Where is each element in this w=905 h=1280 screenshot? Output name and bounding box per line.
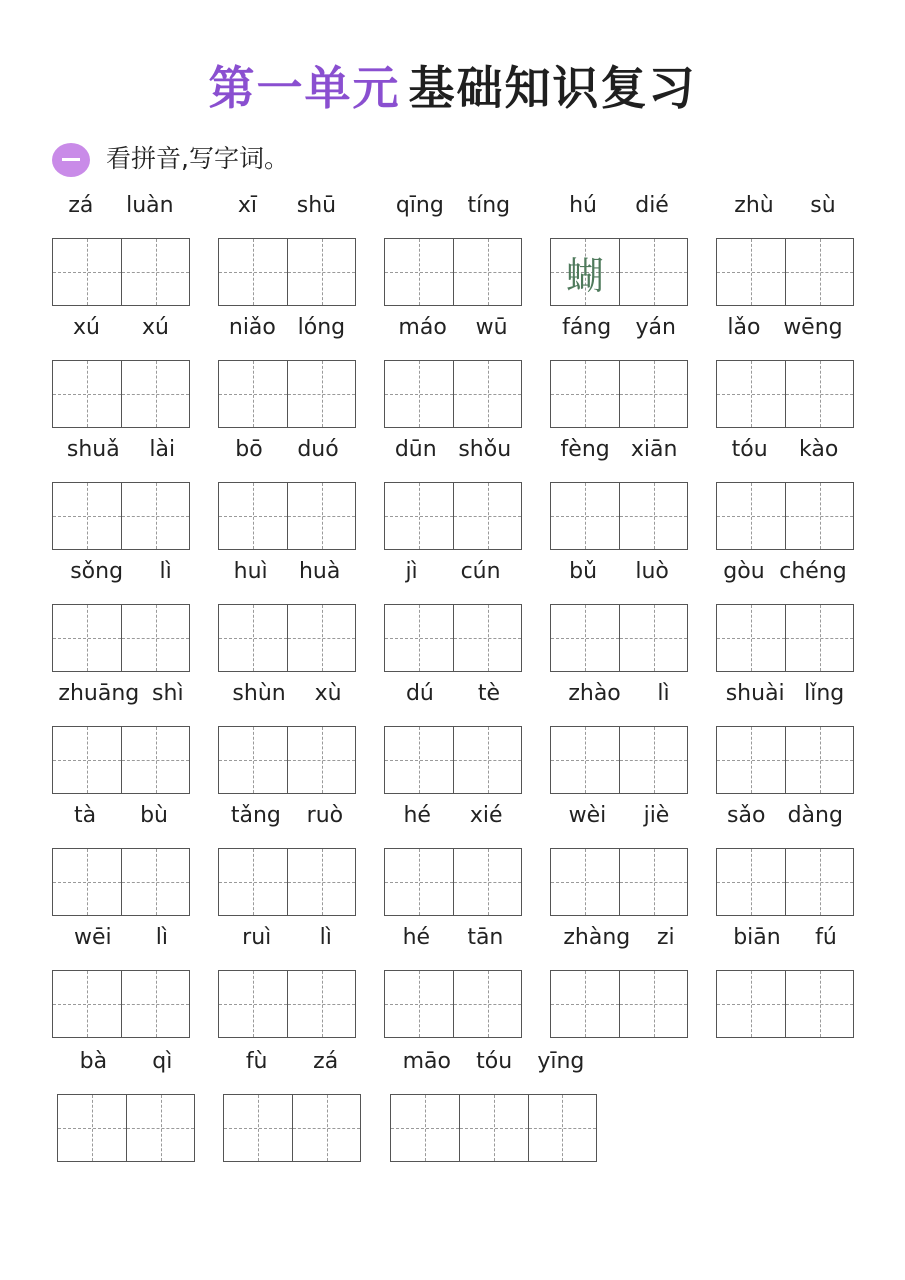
- word-item: [716, 312, 854, 428]
- page-title-topic: 基础知识复习: [408, 61, 697, 115]
- pinyin-syllable: tǎng: [230, 802, 281, 828]
- word-item: [550, 190, 688, 306]
- tianzige-cell[interactable]: [391, 1095, 459, 1161]
- word-item: [716, 434, 854, 550]
- tianzige-cell[interactable]: [287, 971, 355, 1037]
- word-item: [550, 556, 688, 672]
- tianzige-cell[interactable]: [121, 483, 189, 549]
- pinyin-syllable: qì: [152, 1048, 173, 1074]
- pinyin-syllable: lì: [155, 924, 168, 950]
- tianzige-cell[interactable]: [717, 971, 785, 1037]
- pinyin-syllable: máo: [398, 314, 447, 340]
- tianzige-cell[interactable]: [619, 605, 687, 671]
- pinyin-line: [384, 800, 522, 830]
- pinyin-syllable: shǒu: [458, 436, 512, 462]
- pinyin-line: [384, 434, 522, 464]
- tianzige-cell[interactable]: [292, 1095, 360, 1161]
- writing-box-group: [716, 360, 854, 428]
- pinyin-line: [716, 800, 854, 830]
- tianzige-cell[interactable]: [121, 849, 189, 915]
- tianzige-cell[interactable]: [53, 483, 121, 549]
- page-title-unit: 第一单元: [208, 61, 401, 115]
- writing-box-group: [218, 726, 356, 794]
- pinyin-line: [384, 556, 522, 586]
- word-item: [390, 1046, 597, 1162]
- writing-box-group: [550, 726, 688, 794]
- word-item: [716, 800, 854, 916]
- tianzige-cell[interactable]: [121, 605, 189, 671]
- word-item: [218, 434, 356, 550]
- pinyin-line: [52, 800, 190, 830]
- tianzige-cell[interactable]: [385, 849, 453, 915]
- pinyin-syllable: luàn: [126, 192, 174, 218]
- pinyin-syllable: huà: [298, 558, 341, 584]
- writing-box-group: [218, 604, 356, 672]
- tianzige-cell[interactable]: [453, 971, 521, 1037]
- tianzige-cell[interactable]: [619, 971, 687, 1037]
- writing-box-group: [390, 1094, 597, 1162]
- tianzige-cell[interactable]: [717, 849, 785, 915]
- pinyin-line: [218, 922, 356, 952]
- pinyin-syllable: tān: [467, 924, 504, 950]
- word-item: [218, 678, 356, 794]
- pinyin-syllable: bō: [235, 436, 263, 462]
- word-item: [52, 922, 190, 1038]
- pinyin-syllable: xú: [73, 314, 100, 340]
- tianzige-cell[interactable]: [453, 727, 521, 793]
- tianzige-cell[interactable]: [121, 727, 189, 793]
- pinyin-line: [716, 312, 854, 342]
- pinyin-syllable: lài: [149, 436, 176, 462]
- word-item: [550, 434, 688, 550]
- tianzige-cell[interactable]: [385, 239, 453, 305]
- pinyin-syllable: kào: [799, 436, 839, 462]
- word-item: [57, 1046, 195, 1162]
- pinyin-syllable: sǎo: [727, 802, 766, 828]
- tianzige-cell[interactable]: [53, 239, 121, 305]
- pinyin-line: [390, 1046, 597, 1076]
- pinyin-syllable: hé: [403, 802, 431, 828]
- writing-box-group: [218, 970, 356, 1038]
- tianzige-cell[interactable]: [785, 849, 853, 915]
- pinyin-syllable: zá: [68, 192, 94, 218]
- pinyin-syllable: duó: [297, 436, 339, 462]
- word-item: [218, 312, 356, 428]
- writing-box-group: [384, 970, 522, 1038]
- tianzige-cell[interactable]: [619, 849, 687, 915]
- pinyin-line: [218, 312, 356, 342]
- tianzige-cell[interactable]: [287, 361, 355, 427]
- word-item: [52, 800, 190, 916]
- pinyin-syllable: xiān: [630, 436, 678, 462]
- pinyin-syllable: lì: [319, 924, 332, 950]
- example-character: 蝴: [565, 253, 604, 298]
- tianzige-cell[interactable]: [453, 361, 521, 427]
- tianzige-cell[interactable]: [453, 605, 521, 671]
- tianzige-cell[interactable]: [287, 849, 355, 915]
- pinyin-line: [52, 190, 190, 220]
- writing-box-group: [550, 848, 688, 916]
- pinyin-syllable: tíng: [467, 192, 511, 218]
- tianzige-cell[interactable]: [459, 1095, 527, 1161]
- tianzige-cell[interactable]: [551, 727, 619, 793]
- pinyin-syllable: zhàng: [563, 924, 631, 950]
- pinyin-syllable: bǔ: [569, 558, 598, 584]
- pinyin-syllable: bù: [140, 802, 168, 828]
- writing-box-group: [52, 360, 190, 428]
- writing-box-group: [550, 360, 688, 428]
- pinyin-syllable: zhuāng: [58, 680, 140, 706]
- pinyin-line: [716, 556, 854, 586]
- tianzige-cell[interactable]: [453, 849, 521, 915]
- writing-box-group: [52, 604, 190, 672]
- pinyin-line: [550, 556, 688, 586]
- pinyin-syllable: hú: [569, 192, 597, 218]
- tianzige-cell[interactable]: [219, 483, 287, 549]
- pinyin-line: [52, 678, 190, 708]
- pinyin-line: [52, 922, 190, 952]
- tianzige-cell[interactable]: [126, 1095, 194, 1161]
- tianzige-cell[interactable]: [287, 239, 355, 305]
- pinyin-syllable: biān: [733, 924, 781, 950]
- tianzige-cell[interactable]: [619, 727, 687, 793]
- tianzige-cell[interactable]: [121, 971, 189, 1037]
- pinyin-syllable: gòu: [723, 558, 765, 584]
- tianzige-cell[interactable]: [785, 971, 853, 1037]
- pinyin-syllable: māo: [402, 1048, 451, 1074]
- pinyin-line: [57, 1046, 195, 1076]
- pinyin-syllable: wèi: [568, 802, 607, 828]
- word-item: [716, 190, 854, 306]
- pinyin-syllable: wū: [475, 314, 508, 340]
- writing-box-group: [384, 482, 522, 550]
- pinyin-syllable: tà: [73, 802, 97, 828]
- pinyin-syllable: ruò: [306, 802, 344, 828]
- pinyin-syllable: lì: [159, 558, 172, 584]
- pinyin-syllable: jì: [405, 558, 418, 584]
- pinyin-syllable: jiè: [643, 802, 670, 828]
- word-item: [218, 556, 356, 672]
- word-item: [384, 312, 522, 428]
- writing-box-group: [384, 238, 522, 306]
- writing-box-group: [550, 604, 688, 672]
- pinyin-syllable: dié: [635, 192, 669, 218]
- pinyin-syllable: shùn: [232, 680, 286, 706]
- pinyin-line: [52, 312, 190, 342]
- writing-box-group: [52, 482, 190, 550]
- pinyin-syllable: fú: [815, 924, 837, 950]
- pinyin-syllable: zhào: [568, 680, 621, 706]
- tianzige-cell[interactable]: [785, 239, 853, 305]
- writing-box-group: [550, 970, 688, 1038]
- pinyin-line: [218, 434, 356, 464]
- pinyin-line: [716, 678, 854, 708]
- writing-box-group: [218, 482, 356, 550]
- pinyin-syllable: yán: [635, 314, 676, 340]
- tianzige-cell[interactable]: [219, 727, 287, 793]
- pinyin-syllable: sǒng: [70, 558, 124, 584]
- writing-box-group: [52, 726, 190, 794]
- pinyin-syllable: fù: [245, 1048, 268, 1074]
- tianzige-cell[interactable]: [224, 1095, 292, 1161]
- tianzige-cell[interactable]: [619, 483, 687, 549]
- pinyin-syllable: shì: [152, 680, 184, 706]
- pinyin-line: [550, 312, 688, 342]
- tianzige-cell[interactable]: [53, 361, 121, 427]
- tianzige-cell[interactable]: [551, 361, 619, 427]
- section-number-badge: [52, 143, 90, 177]
- tianzige-cell[interactable]: [219, 971, 287, 1037]
- tianzige-cell[interactable]: [121, 361, 189, 427]
- word-item: [384, 678, 522, 794]
- pinyin-line: [550, 922, 688, 952]
- writing-box-group: [384, 726, 522, 794]
- word-item: [384, 800, 522, 916]
- tianzige-cell[interactable]: [385, 483, 453, 549]
- pinyin-line: [52, 434, 190, 464]
- tianzige-cell[interactable]: [551, 605, 619, 671]
- pinyin-syllable: fèng: [560, 436, 610, 462]
- tianzige-cell[interactable]: [785, 483, 853, 549]
- pinyin-line: [384, 678, 522, 708]
- tianzige-cell[interactable]: [717, 605, 785, 671]
- pinyin-syllable: lì: [657, 680, 670, 706]
- word-item: [550, 678, 688, 794]
- pinyin-syllable: shuài: [725, 680, 785, 706]
- tianzige-cell[interactable]: [619, 361, 687, 427]
- pinyin-syllable: tóu: [731, 436, 768, 462]
- word-item: [384, 434, 522, 550]
- tianzige-cell[interactable]: [528, 1095, 596, 1161]
- pinyin-syllable: xī: [237, 192, 258, 218]
- tianzige-cell[interactable]: [287, 727, 355, 793]
- writing-box-group: [716, 482, 854, 550]
- pinyin-syllable: ruì: [242, 924, 272, 950]
- pinyin-syllable: yīng: [537, 1048, 585, 1074]
- tianzige-cell[interactable]: [717, 727, 785, 793]
- pinyin-line: [223, 1046, 361, 1076]
- writing-box-group: [218, 848, 356, 916]
- tianzige-cell[interactable]: [58, 1095, 126, 1161]
- pinyin-syllable: qīng: [395, 192, 444, 218]
- tianzige-cell[interactable]: [219, 605, 287, 671]
- word-item: [716, 678, 854, 794]
- pinyin-line: [550, 800, 688, 830]
- tianzige-cell[interactable]: [453, 483, 521, 549]
- writing-box-group: [52, 970, 190, 1038]
- pinyin-line: [550, 678, 688, 708]
- pinyin-line: [218, 556, 356, 586]
- word-item: [716, 556, 854, 672]
- writing-box-group: [223, 1094, 361, 1162]
- writing-box-group: [716, 848, 854, 916]
- tianzige-cell[interactable]: [785, 605, 853, 671]
- tianzige-cell[interactable]: [785, 727, 853, 793]
- pinyin-syllable: niǎo: [228, 314, 276, 340]
- tianzige-cell[interactable]: [785, 361, 853, 427]
- word-item: [550, 922, 688, 1038]
- tianzige-cell[interactable]: [551, 483, 619, 549]
- pinyin-syllable: dūn: [394, 436, 437, 462]
- pinyin-syllable: cún: [460, 558, 501, 584]
- writing-box-group: [550, 482, 688, 550]
- tianzige-cell[interactable]: [219, 361, 287, 427]
- pinyin-syllable: sù: [810, 192, 836, 218]
- writing-box-group: [550, 238, 688, 306]
- word-item: [384, 190, 522, 306]
- pinyin-syllable: dàng: [787, 802, 843, 828]
- tianzige-cell[interactable]: [385, 605, 453, 671]
- word-item: [550, 312, 688, 428]
- pinyin-syllable: shū: [296, 192, 337, 218]
- page-title: [0, 58, 905, 118]
- pinyin-syllable: lǐng: [804, 680, 845, 706]
- writing-box-group: [716, 238, 854, 306]
- writing-box-group: [52, 238, 190, 306]
- writing-box-group: [716, 726, 854, 794]
- pinyin-syllable: xú: [142, 314, 169, 340]
- pinyin-line: [716, 434, 854, 464]
- word-item: [52, 556, 190, 672]
- pinyin-syllable: huì: [233, 558, 268, 584]
- pinyin-syllable: zi: [656, 924, 675, 950]
- pinyin-syllable: chéng: [779, 558, 847, 584]
- word-item: [716, 922, 854, 1038]
- pinyin-line: [384, 312, 522, 342]
- pinyin-syllable: zá: [313, 1048, 339, 1074]
- word-item: [384, 556, 522, 672]
- writing-box-group: [218, 238, 356, 306]
- pinyin-syllable: xié: [469, 802, 503, 828]
- pinyin-line: [716, 190, 854, 220]
- word-item: [218, 922, 356, 1038]
- word-item: [384, 922, 522, 1038]
- tianzige-cell[interactable]: [551, 239, 619, 305]
- pinyin-line: [384, 922, 522, 952]
- word-item: [52, 312, 190, 428]
- pinyin-syllable: zhù: [734, 192, 774, 218]
- word-item: [218, 800, 356, 916]
- tianzige-cell[interactable]: [219, 849, 287, 915]
- pinyin-line: [52, 556, 190, 586]
- section-instruction: 看拼音,写字词。: [106, 144, 289, 173]
- word-item: [550, 800, 688, 916]
- pinyin-line: [716, 922, 854, 952]
- pinyin-syllable: bà: [79, 1048, 108, 1074]
- tianzige-cell[interactable]: [287, 483, 355, 549]
- pinyin-syllable: wēng: [783, 314, 843, 340]
- word-item: [52, 434, 190, 550]
- tianzige-cell[interactable]: [53, 727, 121, 793]
- pinyin-line: [384, 190, 522, 220]
- tianzige-cell[interactable]: [551, 849, 619, 915]
- pinyin-line: [218, 190, 356, 220]
- tianzige-cell[interactable]: [619, 239, 687, 305]
- pinyin-syllable: lǎo: [727, 314, 761, 340]
- pinyin-syllable: shuǎ: [66, 436, 120, 462]
- tianzige-cell[interactable]: [53, 605, 121, 671]
- writing-box-group: [384, 848, 522, 916]
- tianzige-cell[interactable]: [287, 605, 355, 671]
- pinyin-syllable: lóng: [297, 314, 346, 340]
- word-item: [223, 1046, 361, 1162]
- pinyin-syllable: luò: [635, 558, 669, 584]
- writing-box-group: [218, 360, 356, 428]
- tianzige-cell[interactable]: [219, 239, 287, 305]
- pinyin-line: [218, 678, 356, 708]
- writing-box-group: [52, 848, 190, 916]
- section-number-mark: [62, 158, 80, 161]
- writing-box-group: [384, 604, 522, 672]
- pinyin-line: [550, 190, 688, 220]
- word-item: [218, 190, 356, 306]
- pinyin-syllable: tè: [477, 680, 501, 706]
- tianzige-cell[interactable]: [121, 239, 189, 305]
- writing-box-group: [716, 604, 854, 672]
- writing-box-group: [57, 1094, 195, 1162]
- pinyin-syllable: fáng: [562, 314, 612, 340]
- pinyin-syllable: dú: [405, 680, 434, 706]
- tianzige-cell[interactable]: [717, 239, 785, 305]
- pinyin-syllable: wēi: [74, 924, 112, 950]
- word-item: [52, 678, 190, 794]
- tianzige-cell[interactable]: [453, 239, 521, 305]
- pinyin-line: [550, 434, 688, 464]
- pinyin-line: [218, 800, 356, 830]
- pinyin-syllable: xù: [314, 680, 342, 706]
- tianzige-cell[interactable]: [385, 727, 453, 793]
- pinyin-syllable: hé: [402, 924, 431, 950]
- pinyin-syllable: tóu: [476, 1048, 513, 1074]
- tianzige-cell[interactable]: [385, 361, 453, 427]
- tianzige-cell[interactable]: [551, 971, 619, 1037]
- tianzige-cell[interactable]: [717, 483, 785, 549]
- tianzige-cell[interactable]: [385, 971, 453, 1037]
- tianzige-cell[interactable]: [53, 971, 121, 1037]
- tianzige-cell[interactable]: [717, 361, 785, 427]
- writing-box-group: [716, 970, 854, 1038]
- tianzige-cell[interactable]: [53, 849, 121, 915]
- writing-box-group: [384, 360, 522, 428]
- word-item: [52, 190, 190, 306]
